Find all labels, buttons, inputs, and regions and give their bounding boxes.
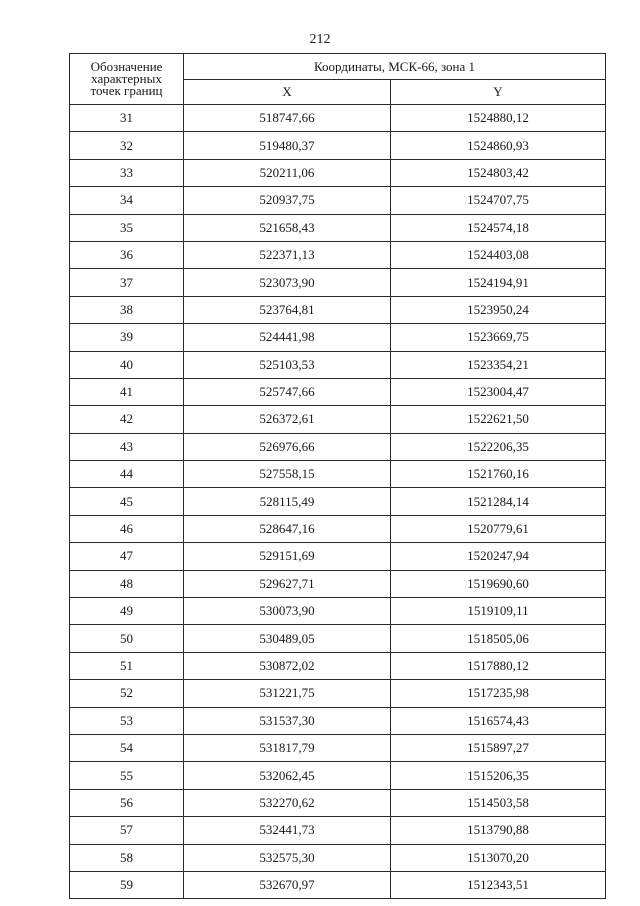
y-coordinate-cell: 1524803,42: [391, 159, 606, 186]
y-column-header: Y: [391, 80, 606, 105]
y-coordinate-cell: 1516574,43: [391, 707, 606, 734]
table-row: [70, 406, 606, 433]
point-id-cell: 55: [70, 762, 184, 789]
table-row: [70, 105, 606, 132]
point-id-cell: 51: [70, 652, 184, 679]
table-row: [70, 132, 606, 159]
x-coordinate-cell: 532575,30: [184, 844, 391, 871]
x-coordinate-cell: 527558,15: [184, 461, 391, 488]
x-coordinate-cell: 523073,90: [184, 269, 391, 296]
y-coordinate-cell: 1524194,91: [391, 269, 606, 296]
table-row: [70, 734, 606, 761]
x-coordinate-cell: 530073,90: [184, 598, 391, 625]
x-coordinate-cell: 521658,43: [184, 214, 391, 241]
table-row: [70, 707, 606, 734]
table-row: [70, 378, 606, 405]
table-row: [70, 214, 606, 241]
x-coordinate-cell: 519480,37: [184, 132, 391, 159]
y-coordinate-cell: 1517235,98: [391, 680, 606, 707]
y-coordinate-cell: 1513070,20: [391, 844, 606, 871]
x-coordinate-cell: 524441,98: [184, 324, 391, 351]
point-id-cell: 34: [70, 187, 184, 214]
table-row: [70, 351, 606, 378]
point-id-cell: 37: [70, 269, 184, 296]
table-row: [70, 598, 606, 625]
page-number: 212: [309, 32, 331, 47]
table-row: [70, 652, 606, 679]
table-row: [70, 241, 606, 268]
y-coordinate-cell: 1519109,11: [391, 598, 606, 625]
table-row: [70, 871, 606, 898]
x-coordinate-cell: 530872,02: [184, 652, 391, 679]
point-id-cell: 59: [70, 871, 184, 898]
y-coordinate-cell: 1524880,12: [391, 105, 606, 132]
y-coordinate-cell: 1519690,60: [391, 570, 606, 597]
point-id-cell: 38: [70, 296, 184, 323]
point-id-cell: 57: [70, 817, 184, 844]
x-coordinate-cell: 525747,66: [184, 378, 391, 405]
x-coordinate-cell: 530489,05: [184, 625, 391, 652]
table-row: [70, 159, 606, 186]
x-coordinate-cell: 525103,53: [184, 351, 391, 378]
x-coordinate-cell: 523764,81: [184, 296, 391, 323]
x-coordinate-cell: 526372,61: [184, 406, 391, 433]
x-coordinate-cell: 520211,06: [184, 159, 391, 186]
y-coordinate-cell: 1523950,24: [391, 296, 606, 323]
table-row: [70, 680, 606, 707]
table-row: [70, 515, 606, 542]
table-body: [70, 105, 606, 899]
boundary-points-header: Обозначение характерных точек границ: [70, 54, 184, 105]
y-coordinate-cell: 1524403,08: [391, 241, 606, 268]
table-row: [70, 570, 606, 597]
x-coordinate-cell: 531817,79: [184, 734, 391, 761]
x-coordinate-cell: 518747,66: [184, 105, 391, 132]
table-row: [70, 461, 606, 488]
table-row: [70, 433, 606, 460]
table-row: [70, 817, 606, 844]
y-coordinate-cell: 1515897,27: [391, 734, 606, 761]
y-coordinate-cell: 1524860,93: [391, 132, 606, 159]
y-coordinate-cell: 1524707,75: [391, 187, 606, 214]
point-id-cell: 31: [70, 105, 184, 132]
y-coordinate-cell: 1513790,88: [391, 817, 606, 844]
y-coordinate-cell: 1523004,47: [391, 378, 606, 405]
y-coordinate-cell: 1521760,16: [391, 461, 606, 488]
y-coordinate-cell: 1522206,35: [391, 433, 606, 460]
point-id-cell: 49: [70, 598, 184, 625]
point-id-cell: 48: [70, 570, 184, 597]
point-id-cell: 58: [70, 844, 184, 871]
table-row: [70, 625, 606, 652]
x-coordinate-cell: 522371,13: [184, 241, 391, 268]
y-coordinate-cell: 1523354,21: [391, 351, 606, 378]
point-id-cell: 45: [70, 488, 184, 515]
table-row: [70, 488, 606, 515]
point-id-cell: 50: [70, 625, 184, 652]
point-id-cell: 56: [70, 789, 184, 816]
point-id-cell: 41: [70, 378, 184, 405]
table-row: [70, 296, 606, 323]
point-id-cell: 32: [70, 132, 184, 159]
y-coordinate-cell: 1514503,58: [391, 789, 606, 816]
point-id-cell: 47: [70, 543, 184, 570]
point-id-cell: 39: [70, 324, 184, 351]
x-column-header: X: [184, 80, 391, 105]
x-coordinate-cell: 528115,49: [184, 488, 391, 515]
x-coordinate-cell: 532270,62: [184, 789, 391, 816]
x-coordinate-cell: 532441,73: [184, 817, 391, 844]
y-coordinate-cell: 1515206,35: [391, 762, 606, 789]
y-coordinate-cell: 1522621,50: [391, 406, 606, 433]
x-coordinate-cell: 531537,30: [184, 707, 391, 734]
table-row: [70, 324, 606, 351]
x-coordinate-cell: 532062,45: [184, 762, 391, 789]
x-coordinate-cell: 531221,75: [184, 680, 391, 707]
table-row: [70, 269, 606, 296]
y-coordinate-cell: 1520779,61: [391, 515, 606, 542]
x-coordinate-cell: 526976,66: [184, 433, 391, 460]
point-id-cell: 35: [70, 214, 184, 241]
x-coordinate-cell: 529151,69: [184, 543, 391, 570]
x-coordinate-cell: 529627,71: [184, 570, 391, 597]
table-row: [70, 762, 606, 789]
table-row: [70, 543, 606, 570]
point-id-cell: 42: [70, 406, 184, 433]
y-coordinate-cell: 1518505,06: [391, 625, 606, 652]
y-coordinate-cell: 1517880,12: [391, 652, 606, 679]
point-id-cell: 40: [70, 351, 184, 378]
point-id-cell: 54: [70, 734, 184, 761]
y-coordinate-cell: 1520247,94: [391, 543, 606, 570]
coordinates-system-header: Координаты, МСК-66, зона 1: [184, 54, 606, 80]
y-coordinate-cell: 1521284,14: [391, 488, 606, 515]
y-coordinate-cell: 1523669,75: [391, 324, 606, 351]
x-coordinate-cell: 532670,97: [184, 871, 391, 898]
point-id-cell: 52: [70, 680, 184, 707]
point-id-cell: 44: [70, 461, 184, 488]
point-id-cell: 53: [70, 707, 184, 734]
point-id-cell: 36: [70, 241, 184, 268]
y-coordinate-cell: 1524574,18: [391, 214, 606, 241]
y-coordinate-cell: 1512343,51: [391, 871, 606, 898]
coordinates-table: [69, 53, 606, 899]
x-coordinate-cell: 528647,16: [184, 515, 391, 542]
point-id-cell: 46: [70, 515, 184, 542]
point-id-cell: 33: [70, 159, 184, 186]
table-row: [70, 187, 606, 214]
table-row: [70, 789, 606, 816]
table-row: [70, 844, 606, 871]
point-id-cell: 43: [70, 433, 184, 460]
x-coordinate-cell: 520937,75: [184, 187, 391, 214]
